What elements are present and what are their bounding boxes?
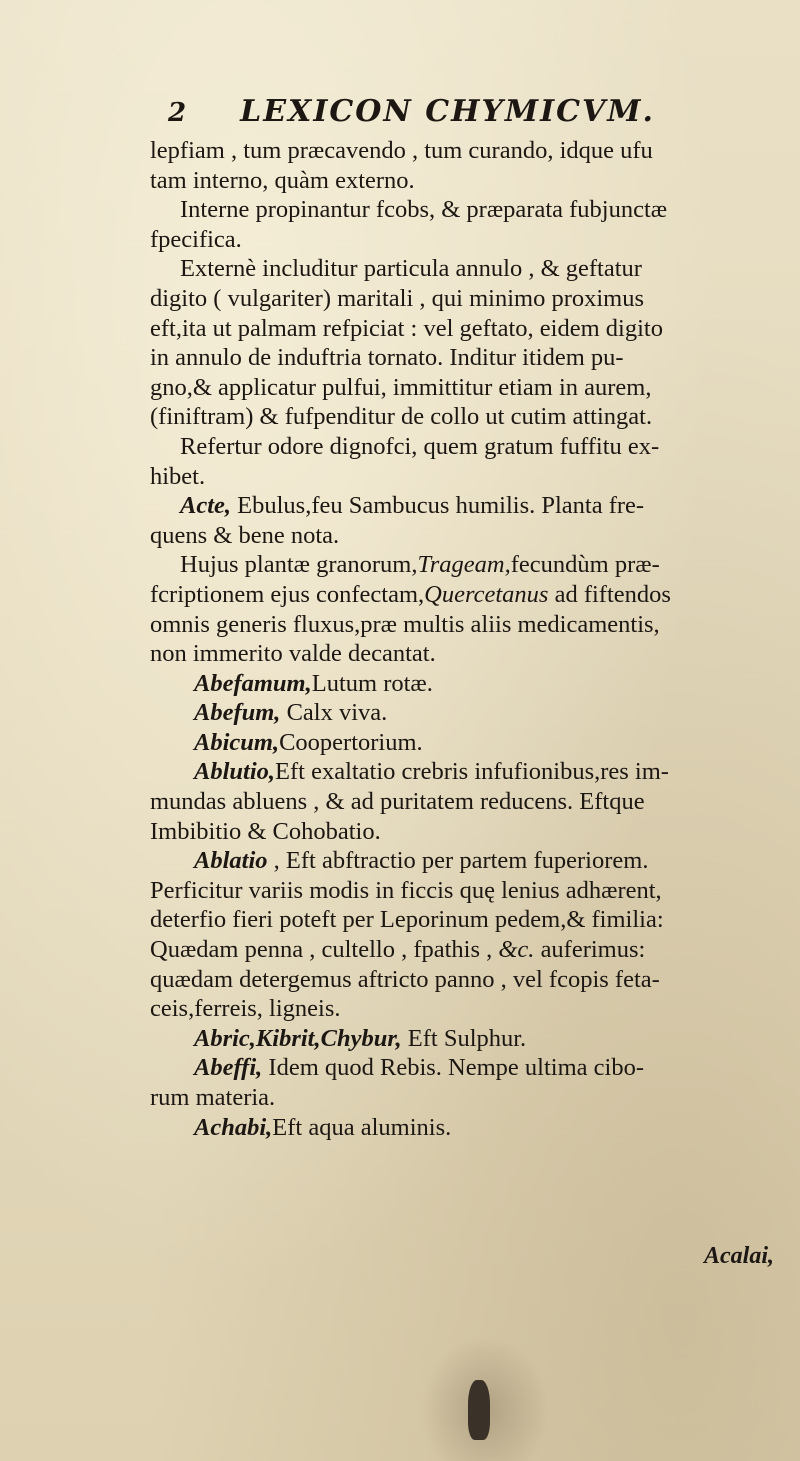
entry-term: Abric,Kibrit,Chybur, <box>194 1024 402 1052</box>
text-run: Calx viva. <box>280 699 388 727</box>
text-run: deterfio fieri poteft per Leporinum pedem,& fimilia: <box>150 906 664 934</box>
text-run: Imbibitio & Cohobatio. <box>150 817 381 845</box>
text-line <box>150 846 790 876</box>
text-run: quædam detergemus aftricto panno , vel fcopis feta- <box>150 965 660 993</box>
running-title: LEXICON CHYMICVM. <box>240 94 655 129</box>
text-line <box>150 491 790 521</box>
text-line <box>150 965 790 995</box>
text-run: , Eft abftractio per partem fuperiorem. <box>267 847 649 875</box>
text-run: rum materia. <box>150 1084 276 1111</box>
text-run: fecundùm præ- <box>510 551 660 579</box>
text-line <box>150 195 790 225</box>
text-line <box>150 994 790 1024</box>
entry-term: Abefamum, <box>194 669 312 697</box>
text-run: ad fiftendos <box>548 580 671 608</box>
text-run: Eft Sulphur. <box>401 1024 527 1052</box>
text-line <box>150 639 790 669</box>
text-run: Refertur odore dignofci, quem gratum fuffitu ex- <box>180 432 660 460</box>
text-run: hibet. <box>150 462 206 490</box>
catchword: Acalai, <box>704 1243 774 1269</box>
text-run: omnis generis fluxus,præ multis aliis medicamentis, <box>150 610 660 638</box>
text-run: ceis,ferreis, ligneis. <box>150 995 341 1023</box>
text-line <box>150 225 790 255</box>
text-line <box>150 876 790 906</box>
text-line <box>150 698 790 728</box>
text-run: Idem quod Rebis. Nempe ultima cibo- <box>262 1054 644 1082</box>
text-run: lepfiam , tum præcavendo , tum curando, idque ufu <box>150 137 653 164</box>
text-run: quens & bene nota. <box>150 521 340 549</box>
text-line <box>150 817 790 847</box>
text-run: Lutum rotæ. <box>311 669 433 697</box>
text-run: (finiftram) & fufpenditur de collo ut cutim attingat. <box>150 403 653 431</box>
text-run: Perficitur variis modis in ficcis quę lenius adhærent, <box>150 876 662 904</box>
text-run: mundas abluens , & ad puritatem reducens. Eftque <box>150 788 645 816</box>
text-line <box>150 935 790 965</box>
text-run: Trageam, <box>417 551 511 579</box>
text-line <box>150 905 790 935</box>
text-run: Eft exaltatio crebris infufionibus,res im- <box>275 758 669 786</box>
text-run: digito ( vulgariter) maritali , qui minimo proximus <box>150 284 645 312</box>
text-run: tam interno, quàm externo. <box>150 166 415 194</box>
text-run: &c. <box>498 936 535 964</box>
text-run: fcriptionem ejus confectam, <box>150 580 425 608</box>
running-header <box>168 94 728 134</box>
text-line <box>150 757 790 787</box>
text-line <box>150 610 790 640</box>
text-line <box>150 550 790 580</box>
page-number: 2 <box>168 98 189 128</box>
text-line <box>150 166 790 196</box>
text-run: Quercetanus <box>424 580 549 608</box>
text-line <box>150 373 790 403</box>
text-line <box>150 462 790 492</box>
text-line <box>150 1113 790 1143</box>
text-line <box>150 284 790 314</box>
text-run: Quædam penna , cultello , fpathis , <box>150 936 499 964</box>
entry-term: Abefum, <box>194 699 281 727</box>
text-run: Interne propinantur fcobs, & præparata fubjunctæ <box>180 196 668 224</box>
text-line <box>150 521 790 551</box>
entry-term: Ablutio, <box>194 758 276 786</box>
text-line <box>150 1083 790 1113</box>
text-line <box>150 1053 790 1083</box>
body-text <box>150 136 790 1142</box>
entry-term: Achabi, <box>194 1113 273 1141</box>
ink-blot <box>468 1380 490 1440</box>
text-line <box>150 669 790 699</box>
text-run: auferimus: <box>534 936 646 964</box>
text-line <box>150 432 790 462</box>
text-run: non immerito valde decantat. <box>150 640 436 668</box>
entry-term: Ablatio <box>194 847 268 875</box>
text-run: in annulo de induftria tornato. Inditur itidem pu- <box>150 344 624 372</box>
entry-term: Acte, <box>180 492 232 520</box>
text-line <box>150 343 790 373</box>
text-line <box>150 728 790 758</box>
text-run: eft,ita ut palmam refpiciat : vel geftato, eidem digito <box>150 314 663 342</box>
text-run: Hujus plantæ granorum, <box>180 551 418 579</box>
text-line <box>150 314 790 344</box>
text-line <box>150 402 790 432</box>
text-line <box>150 1024 790 1054</box>
text-run: Eft aqua aluminis. <box>272 1113 452 1141</box>
text-run: gno,& applicatur pulfui, immittitur etiam in aurem, <box>150 373 652 401</box>
text-run: Ebulus,feu Sambucus humilis. Planta fre- <box>231 492 645 520</box>
text-run: fpecifica. <box>150 225 242 253</box>
entry-term: Abicum, <box>194 728 280 756</box>
text-line <box>150 580 790 610</box>
entry-term: Abeffi, <box>194 1054 263 1082</box>
text-line <box>150 136 790 166</box>
text-line <box>150 787 790 817</box>
text-run: Coopertorium. <box>279 728 423 756</box>
text-run: Externè includitur particula annulo , & geftatur <box>180 255 642 283</box>
text-line <box>150 254 790 284</box>
